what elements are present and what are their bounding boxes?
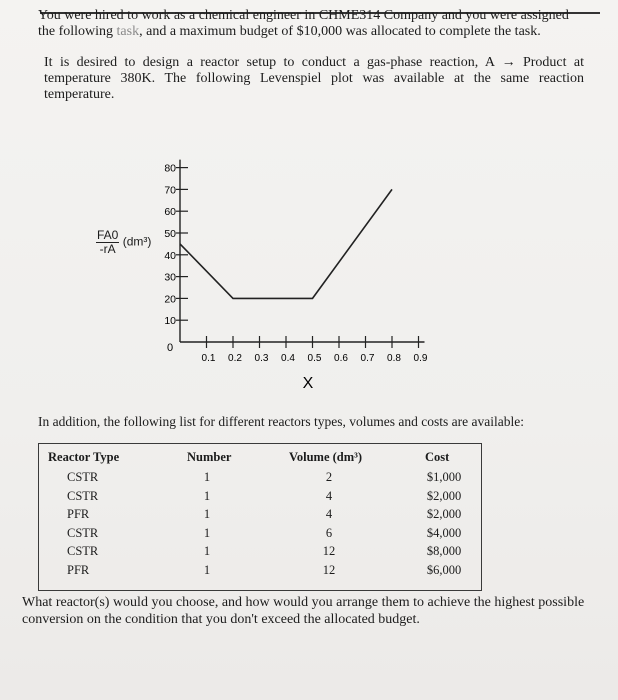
y-tick-label: 20 [164, 293, 176, 306]
question-paragraph: What reactor(s) would you choose, and how would you arrange them to achieve the highest possible conversion on the condition that you don't exceed the allocated budget. [22, 595, 585, 627]
cell-volume: 4 [325, 507, 333, 521]
y-axis-numerator: FA0 [97, 228, 119, 242]
header-volume: Volume (dm³) [289, 450, 363, 464]
cell-reactor-type: CSTR [67, 488, 99, 503]
cell-number: 1 [203, 488, 211, 503]
cell-reactor-type: CSTR [67, 470, 99, 484]
y-axis-denominator: -rA [99, 242, 116, 256]
header-number: Number [187, 450, 232, 464]
cell-number: 1 [203, 562, 211, 577]
x-tick-label: 0.8 [387, 353, 401, 364]
x-tick-label: 0.7 [360, 353, 375, 364]
x-ticks [202, 336, 428, 364]
cell-volume: 6 [325, 525, 333, 540]
cell-volume: 4 [325, 488, 333, 503]
intro-task-word: task [116, 24, 140, 39]
additional-paragraph: In addition, the following list for different reactors types, volumes and costs are available: [38, 414, 524, 429]
cell-volume: 2 [325, 470, 333, 484]
cell-number: 1 [203, 544, 211, 558]
cell-reactor-type: PFR [67, 562, 90, 577]
cell-volume: 12 [322, 562, 336, 577]
intro-text-start: You were hired to work as a chemical engineer in CHME314 Company and you were assigned the following [38, 8, 569, 39]
x-tick-label: 0.6 [334, 353, 348, 364]
header-reactor-type: Reactor Type [48, 450, 120, 464]
x-tick-label: 0.4 [281, 353, 295, 364]
reactor-table [38, 443, 482, 591]
cell-reactor-type: CSTR [67, 544, 99, 558]
y-tick-label: 50 [164, 228, 176, 240]
cell-cost: $1,000 [426, 470, 462, 484]
cell-number: 1 [203, 470, 211, 484]
y-tick-label: 30 [164, 271, 176, 284]
cell-reactor-type: CSTR [67, 525, 99, 540]
x-axis-label: X [302, 375, 314, 392]
cell-cost: $2,000 [426, 507, 462, 521]
origin-label: 0 [166, 342, 174, 354]
cell-number: 1 [203, 507, 211, 521]
y-axis-label [96, 229, 151, 256]
y-tick-label: 80 [164, 162, 176, 175]
cell-volume: 12 [322, 544, 336, 558]
y-ticks [164, 163, 188, 328]
y-axis-fraction [96, 229, 119, 256]
y-tick-label: 60 [164, 206, 176, 219]
cell-reactor-type: PFR [67, 507, 90, 521]
y-tick-label: 10 [164, 315, 176, 328]
x-tick-label: 0.9 [413, 353, 428, 364]
x-tick-label: 0.5 [307, 353, 322, 364]
description-paragraph: It is desired to design a reactor setup to conduct a gas-phase reaction, A → Product at temperature 380K. The following Levenspiel plot was available at the same reaction temperature. [44, 55, 584, 102]
x-tick-label: 0.1 [201, 353, 216, 364]
cell-cost: $4,000 [426, 525, 462, 540]
plot-axes [180, 160, 425, 342]
y-tick-label: 70 [164, 184, 176, 197]
x-tick-label: 0.2 [228, 353, 242, 364]
cell-cost: $6,000 [426, 562, 462, 577]
intro-text-end: , and a maximum budget of $10,000 was allocated to complete the task. [139, 24, 541, 39]
y-axis-unit: (dm³) [122, 234, 152, 249]
cell-cost: $8,000 [426, 544, 462, 558]
levenspiel-curve [180, 189, 392, 298]
cell-cost: $2,000 [426, 488, 462, 503]
y-tick-label: 40 [164, 249, 176, 262]
x-tick-label: 0.3 [254, 353, 269, 364]
cell-number: 1 [203, 525, 211, 540]
header-cost: Cost [425, 450, 450, 464]
